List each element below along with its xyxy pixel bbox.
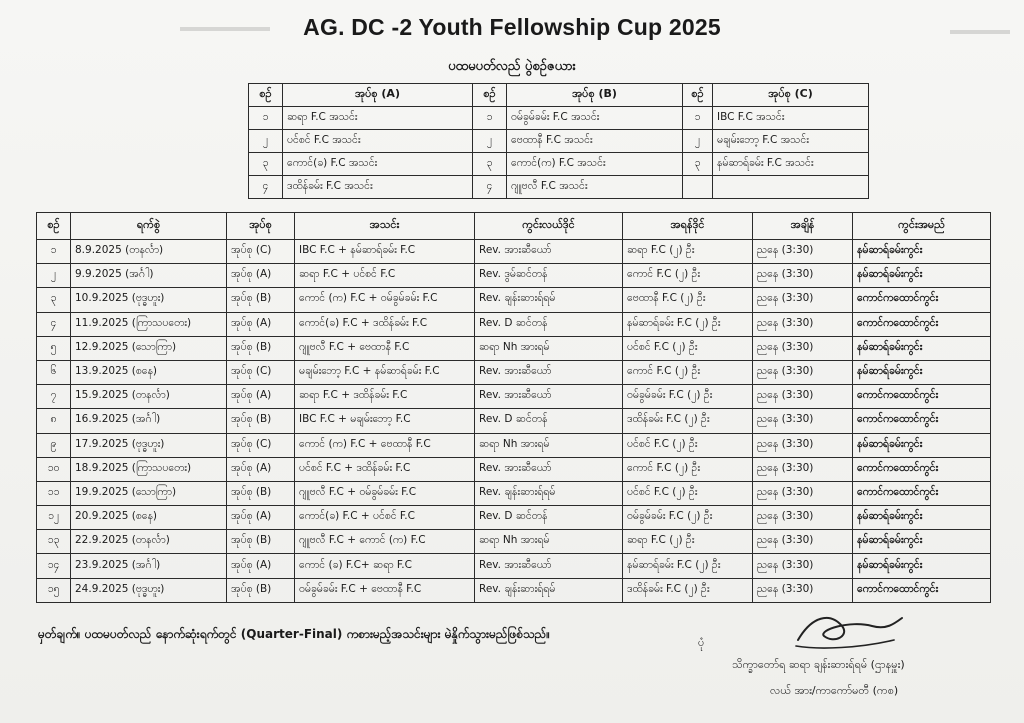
match-time-cell: ညနေ (3:30) bbox=[753, 481, 853, 505]
match-assistant-referee-cell: ကောင် F.C (၂) ဦး bbox=[623, 264, 753, 288]
match-teams-cell: IBC F.C + နမ်ဆာရ်ခမ်း F.C bbox=[295, 240, 475, 264]
match-assistant-referee-cell: ဗေထာနီ F.C (၂) ဦး bbox=[623, 288, 753, 312]
match-group-cell: အုပ်စု (C) bbox=[227, 360, 295, 384]
signer-title: လယ် အား/ကာကော်မတီ (ကစ) bbox=[770, 684, 899, 697]
group-team-cell: ဝမ်ခွမ်ခမ်း F.C အသင်း bbox=[507, 107, 683, 130]
match-assistant-referee-cell: ကောင် F.C (၂) ဦး bbox=[623, 457, 753, 481]
match-referee-cell: Rev. အားဆီယော် bbox=[475, 457, 623, 481]
match-teams-cell: ဂျူဗလီ F.C + ကောင် (က) F.C bbox=[295, 530, 475, 554]
match-assistant-referee-cell: ဝမ်ခွမ်ခမ်း F.C (၂) ဦး bbox=[623, 506, 753, 530]
match-venue-cell: နမ်ဆာရ်ခမ်းကွင်း bbox=[853, 336, 991, 360]
schedule-row bbox=[37, 240, 991, 264]
match-number-cell: ၆ bbox=[37, 360, 71, 384]
group-team-cell bbox=[713, 176, 869, 199]
schedule-row bbox=[37, 530, 991, 554]
signer-name: သိက္ခာတော်ရ ဆရာ ချန်းဆားရ်ရမ် (ဌာနမှူး) bbox=[732, 658, 905, 671]
match-teams-cell: ဆရာ F.C + ဒထိန်ခမ်း F.C bbox=[295, 385, 475, 409]
match-number-cell: ၇ bbox=[37, 385, 71, 409]
match-group-cell: အုပ်စု (B) bbox=[227, 288, 295, 312]
match-time-cell: ညနေ (3:30) bbox=[753, 506, 853, 530]
match-teams-cell: ပင်စင် F.C + ဒထိန်ခမ်း F.C bbox=[295, 457, 475, 481]
schedule-row bbox=[37, 554, 991, 578]
schedule-row bbox=[37, 481, 991, 505]
match-venue-cell: ကောင်ကထောင်ကွင်း bbox=[853, 385, 991, 409]
match-group-cell: အုပ်စု (A) bbox=[227, 506, 295, 530]
match-time-cell: ညနေ (3:30) bbox=[753, 240, 853, 264]
schedule-row bbox=[37, 433, 991, 457]
groups-row bbox=[249, 107, 869, 130]
match-teams-cell: ကောင်(ခ) F.C + ဒထိန်ခမ်း F.C bbox=[295, 312, 475, 336]
match-date-cell: 24.9.2025 (ဗုဒ္ဓဟူး) bbox=[71, 578, 227, 602]
match-assistant-referee-cell: ဒထိန်ခမ်း F.C (၂) ဦး bbox=[623, 409, 753, 433]
group-team-cell: မချမ်းဘော့ F.C အသင်း bbox=[713, 130, 869, 153]
schedule-header-row bbox=[37, 213, 991, 240]
groups-header-cell: အုပ်စု (B) bbox=[507, 84, 683, 107]
match-venue-cell: ကောင်ကထောင်ကွင်း bbox=[853, 457, 991, 481]
match-time-cell: ညနေ (3:30) bbox=[753, 530, 853, 554]
match-group-cell: အုပ်စု (B) bbox=[227, 336, 295, 360]
match-time-cell: ညနေ (3:30) bbox=[753, 312, 853, 336]
match-referee-cell: Rev. D ဆင်တန် bbox=[475, 312, 623, 336]
match-teams-cell: မချမ်းဘော့ F.C + နမ်ဆာရ်ခမ်း F.C bbox=[295, 360, 475, 384]
match-number-cell: ၁၂ bbox=[37, 506, 71, 530]
match-teams-cell: ဂျူဗလီ F.C + ဝမ်ခွမ်ခမ်း F.C bbox=[295, 481, 475, 505]
match-date-cell: 22.9.2025 (တနင်္လာ) bbox=[71, 530, 227, 554]
match-date-cell: 18.9.2025 (ကြာသပတေး) bbox=[71, 457, 227, 481]
match-assistant-referee-cell: ပင်စင် F.C (၂) ဦး bbox=[623, 433, 753, 457]
document-title: AG. DC -2 Youth Fellowship Cup 2025 bbox=[303, 14, 721, 40]
match-assistant-referee-cell: ဆရာ F.C (၂) ဦး bbox=[623, 240, 753, 264]
groups-header-cell: စဉ် bbox=[249, 84, 283, 107]
match-referee-cell: Rev. ချန်းဆားရ်ရမ် bbox=[475, 578, 623, 602]
schedule-table bbox=[36, 212, 991, 603]
match-venue-cell: နမ်ဆာရ်ခမ်းကွင်း bbox=[853, 530, 991, 554]
schedule-row bbox=[37, 506, 991, 530]
group-team-cell: ပင်စင် F.C အသင်း bbox=[283, 130, 473, 153]
match-number-cell: ၁၅ bbox=[37, 578, 71, 602]
match-venue-cell: ကောင်ကထောင်ကွင်း bbox=[853, 288, 991, 312]
match-group-cell: အုပ်စု (C) bbox=[227, 240, 295, 264]
match-group-cell: အုပ်စု (A) bbox=[227, 385, 295, 409]
match-referee-cell: Rev. အားဆီယော် bbox=[475, 360, 623, 384]
match-group-cell: အုပ်စု (B) bbox=[227, 481, 295, 505]
match-number-cell: ၁၀ bbox=[37, 457, 71, 481]
footnote: မှတ်ချက်။ ပထမပတ်လည် နောက်ဆုံးရက်တွင် (Quarter-Final) ကစားမည့်အသင်းများ မဲနှိုက်သွားမည်ဖြစ်သည်။ bbox=[38, 627, 550, 641]
group-index-cell: ၄ bbox=[249, 176, 283, 199]
schedule-row bbox=[37, 409, 991, 433]
groups-row bbox=[249, 130, 869, 153]
match-referee-cell: Rev. D ဆင်တန် bbox=[475, 506, 623, 530]
group-team-cell: ဒထိန်ခမ်း F.C အသင်း bbox=[283, 176, 473, 199]
match-date-cell: 9.9.2025 (အင်္ဂါ) bbox=[71, 264, 227, 288]
groups-row bbox=[249, 176, 869, 199]
groups-header-cell: စဉ် bbox=[473, 84, 507, 107]
groups-header-row bbox=[249, 84, 869, 107]
match-venue-cell: ကောင်ကထောင်ကွင်း bbox=[853, 312, 991, 336]
group-index-cell: ၁ bbox=[683, 107, 713, 130]
match-group-cell: အုပ်စု (B) bbox=[227, 530, 295, 554]
group-index-cell: ၄ bbox=[473, 176, 507, 199]
match-referee-cell: Rev. D ဆင်တန် bbox=[475, 409, 623, 433]
schedule-row bbox=[37, 288, 991, 312]
match-number-cell: ၁၁ bbox=[37, 481, 71, 505]
match-time-cell: ညနေ (3:30) bbox=[753, 288, 853, 312]
group-index-cell bbox=[683, 176, 713, 199]
match-venue-cell: နမ်ဆာရ်ခမ်းကွင်း bbox=[853, 360, 991, 384]
groups-row bbox=[249, 153, 869, 176]
document-subtitle: ပထမပတ်လည် ပွဲစဉ်ဇယား bbox=[448, 59, 576, 74]
match-number-cell: ၈ bbox=[37, 409, 71, 433]
match-number-cell: ၂ bbox=[37, 264, 71, 288]
match-time-cell: ညနေ (3:30) bbox=[753, 433, 853, 457]
match-number-cell: ၄ bbox=[37, 312, 71, 336]
match-group-cell: အုပ်စု (A) bbox=[227, 312, 295, 336]
match-number-cell: ၁၄ bbox=[37, 554, 71, 578]
match-assistant-referee-cell: ဆရာ F.C (၂) ဦး bbox=[623, 530, 753, 554]
match-assistant-referee-cell: နမ်ဆာရ်ခမ်း F.C (၂) ဦး bbox=[623, 312, 753, 336]
schedule-row bbox=[37, 360, 991, 384]
group-index-cell: ၂ bbox=[249, 130, 283, 153]
schedule-header-cell: အချိန် bbox=[753, 213, 853, 240]
match-number-cell: ၃ bbox=[37, 288, 71, 312]
schedule-row bbox=[37, 336, 991, 360]
match-number-cell: ၁၃ bbox=[37, 530, 71, 554]
match-venue-cell: နမ်ဆာရ်ခမ်းကွင်း bbox=[853, 506, 991, 530]
match-assistant-referee-cell: ဝမ်ခွမ်ခမ်း F.C (၂) ဦး bbox=[623, 385, 753, 409]
schedule-row bbox=[37, 312, 991, 336]
schedule-row bbox=[37, 457, 991, 481]
match-teams-cell: ဝမ်ခွမ်ခမ်း F.C + ဗေထာနီ F.C bbox=[295, 578, 475, 602]
group-index-cell: ၁ bbox=[473, 107, 507, 130]
match-venue-cell: ကောင်ကထောင်ကွင်း bbox=[853, 578, 991, 602]
match-teams-cell: ဆရာ F.C + ပင်စင် F.C bbox=[295, 264, 475, 288]
group-index-cell: ၁ bbox=[249, 107, 283, 130]
match-group-cell: အုပ်စု (C) bbox=[227, 433, 295, 457]
signature-prefix: ပုံ bbox=[698, 636, 705, 649]
match-teams-cell: IBC F.C + မချမ်းဘော့ F.C bbox=[295, 409, 475, 433]
schedule-row bbox=[37, 385, 991, 409]
schedule-header-cell: ကွင်းအမည် bbox=[853, 213, 991, 240]
match-teams-cell: ကောင်(ခ) F.C + ပင်စင် F.C bbox=[295, 506, 475, 530]
group-team-cell: IBC F.C အသင်း bbox=[713, 107, 869, 130]
group-index-cell: ၂ bbox=[473, 130, 507, 153]
match-group-cell: အုပ်စု (A) bbox=[227, 457, 295, 481]
match-group-cell: အုပ်စု (B) bbox=[227, 409, 295, 433]
match-assistant-referee-cell: ပင်စင် F.C (၂) ဦး bbox=[623, 336, 753, 360]
match-assistant-referee-cell: ဒထိန်ခမ်း F.C (၂) ဦး bbox=[623, 578, 753, 602]
group-team-cell: ဗေထာနီ F.C အသင်း bbox=[507, 130, 683, 153]
match-assistant-referee-cell: နမ်ဆာရ်ခမ်း F.C (၂) ဦး bbox=[623, 554, 753, 578]
match-venue-cell: ကောင်ကထောင်ကွင်း bbox=[853, 409, 991, 433]
match-time-cell: ညနေ (3:30) bbox=[753, 264, 853, 288]
match-referee-cell: ဆရာ Nh အားရမ် bbox=[475, 530, 623, 554]
match-venue-cell: နမ်ဆာရ်ခမ်းကွင်း bbox=[853, 264, 991, 288]
match-time-cell: ညနေ (3:30) bbox=[753, 360, 853, 384]
match-number-cell: ၉ bbox=[37, 433, 71, 457]
match-referee-cell: Rev. အားဆီယော် bbox=[475, 240, 623, 264]
schedule-header-cell: ရက်စွဲ bbox=[71, 213, 227, 240]
match-teams-cell: ဂျူဗလီ F.C + ဗေထာနီ F.C bbox=[295, 336, 475, 360]
match-venue-cell: ကောင်ကထောင်ကွင်း bbox=[853, 481, 991, 505]
match-date-cell: 13.9.2025 (စနေ) bbox=[71, 360, 227, 384]
match-teams-cell: ကောင် (က) F.C + ဝမ်ခွမ်ခမ်း F.C bbox=[295, 288, 475, 312]
schedule-row bbox=[37, 578, 991, 602]
match-date-cell: 8.9.2025 (တနင်္လာ) bbox=[71, 240, 227, 264]
schedule-header-cell: အုပ်စု bbox=[227, 213, 295, 240]
schedule-header-cell: အရန်ဒိုင် bbox=[623, 213, 753, 240]
match-number-cell: ၅ bbox=[37, 336, 71, 360]
match-venue-cell: နမ်ဆာရ်ခမ်းကွင်း bbox=[853, 433, 991, 457]
schedule-header-cell: ကွင်းလယ်ဒိုင် bbox=[475, 213, 623, 240]
match-referee-cell: Rev. ဒွမ်ဆင်တန် bbox=[475, 264, 623, 288]
group-team-cell: ကောင်(ခ) F.C အသင်း bbox=[283, 153, 473, 176]
match-date-cell: 11.9.2025 (ကြာသပတေး) bbox=[71, 312, 227, 336]
group-team-cell: ကောင်(က) F.C အသင်း bbox=[507, 153, 683, 176]
groups-header-cell: အုပ်စု (A) bbox=[283, 84, 473, 107]
match-date-cell: 20.9.2025 (စနေ) bbox=[71, 506, 227, 530]
match-number-cell: ၁ bbox=[37, 240, 71, 264]
group-team-cell: ဂျူဗလီ F.C အသင်း bbox=[507, 176, 683, 199]
match-time-cell: ညနေ (3:30) bbox=[753, 554, 853, 578]
group-index-cell: ၃ bbox=[249, 153, 283, 176]
groups-header-cell: အုပ်စု (C) bbox=[713, 84, 869, 107]
match-time-cell: ညနေ (3:30) bbox=[753, 409, 853, 433]
match-referee-cell: Rev. ချန်းဆားရ်ရမ် bbox=[475, 288, 623, 312]
handwritten-signature bbox=[790, 606, 910, 652]
match-group-cell: အုပ်စု (A) bbox=[227, 264, 295, 288]
match-teams-cell: ကောင် (ခ) F.C+ ဆရာ F.C bbox=[295, 554, 475, 578]
match-date-cell: 12.9.2025 (သောကြာ) bbox=[71, 336, 227, 360]
match-time-cell: ညနေ (3:30) bbox=[753, 336, 853, 360]
match-time-cell: ညနေ (3:30) bbox=[753, 457, 853, 481]
group-team-cell: ဆရာ F.C အသင်း bbox=[283, 107, 473, 130]
match-venue-cell: နမ်ဆာရ်ခမ်းကွင်း bbox=[853, 240, 991, 264]
match-referee-cell: ဆရာ Nh အားရမ် bbox=[475, 433, 623, 457]
match-date-cell: 15.9.2025 (တနင်္လာ) bbox=[71, 385, 227, 409]
groups-table bbox=[248, 83, 869, 199]
match-group-cell: အုပ်စု (B) bbox=[227, 578, 295, 602]
match-date-cell: 19.9.2025 (သောကြာ) bbox=[71, 481, 227, 505]
match-date-cell: 16.9.2025 (အင်္ဂါ) bbox=[71, 409, 227, 433]
match-group-cell: အုပ်စု (A) bbox=[227, 554, 295, 578]
group-index-cell: ၃ bbox=[683, 153, 713, 176]
match-date-cell: 23.9.2025 (အင်္ဂါ) bbox=[71, 554, 227, 578]
match-referee-cell: ဆရာ Nh အားရမ် bbox=[475, 336, 623, 360]
groups-header-cell: စဉ် bbox=[683, 84, 713, 107]
match-teams-cell: ကောင် (က) F.C + ဗေထာနီ F.C bbox=[295, 433, 475, 457]
match-date-cell: 10.9.2025 (ဗုဒ္ဓဟူး) bbox=[71, 288, 227, 312]
schedule-header-cell: စဉ် bbox=[37, 213, 71, 240]
match-referee-cell: Rev. ချန်းဆားရ်ရမ် bbox=[475, 481, 623, 505]
match-assistant-referee-cell: ကောင် F.C (၂) ဦး bbox=[623, 360, 753, 384]
match-venue-cell: နမ်ဆာရ်ခမ်းကွင်း bbox=[853, 554, 991, 578]
match-time-cell: ညနေ (3:30) bbox=[753, 578, 853, 602]
match-assistant-referee-cell: ပင်စင် F.C (၂) ဦး bbox=[623, 481, 753, 505]
match-referee-cell: Rev. အားဆီယော် bbox=[475, 554, 623, 578]
group-index-cell: ၃ bbox=[473, 153, 507, 176]
match-referee-cell: Rev. အားဆီယော် bbox=[475, 385, 623, 409]
schedule-header-cell: အသင်း bbox=[295, 213, 475, 240]
match-time-cell: ညနေ (3:30) bbox=[753, 385, 853, 409]
group-team-cell: နမ်ဆာရ်ခမ်း F.C အသင်း bbox=[713, 153, 869, 176]
schedule-row bbox=[37, 264, 991, 288]
group-index-cell: ၂ bbox=[683, 130, 713, 153]
match-date-cell: 17.9.2025 (ဗုဒ္ဓဟူး) bbox=[71, 433, 227, 457]
